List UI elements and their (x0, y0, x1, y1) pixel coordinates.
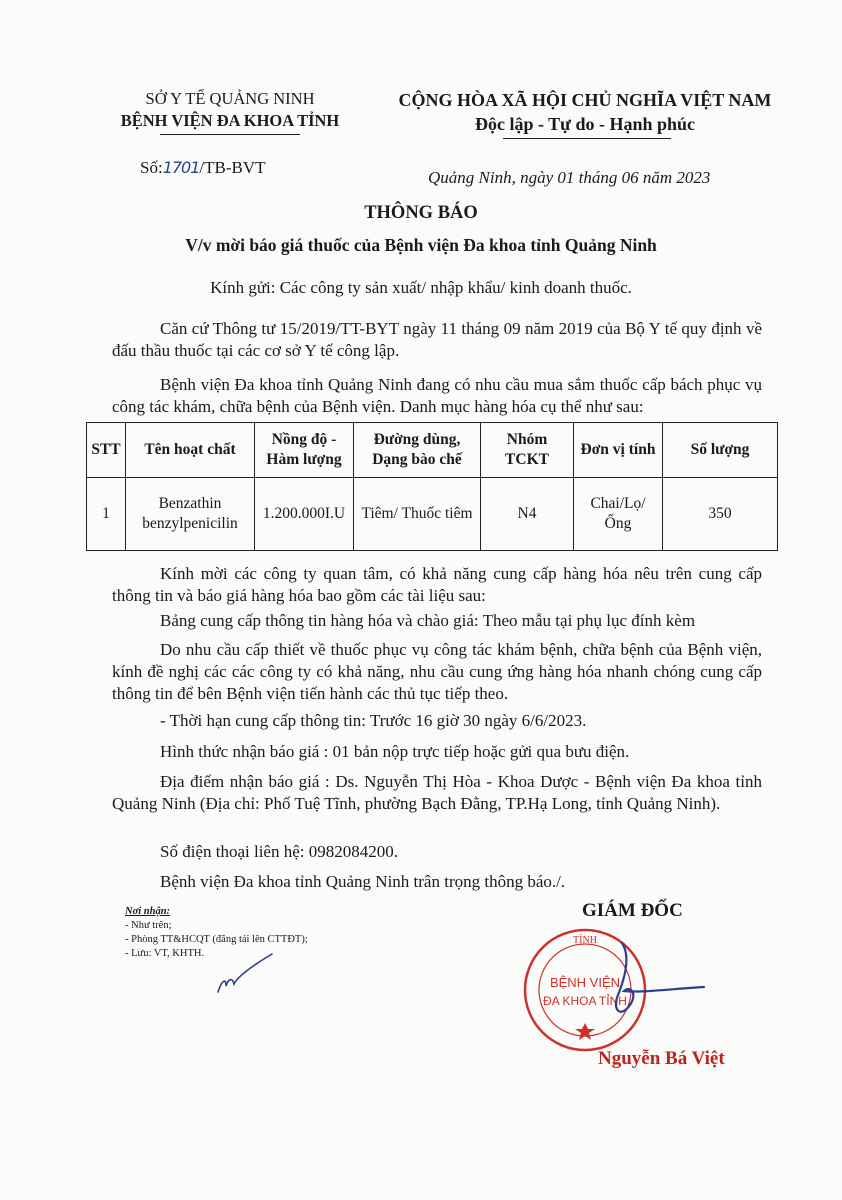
document-title: THÔNG BÁO (364, 203, 478, 223)
republic-name: CỘNG HÒA XÃ HỘI CHỦ NGHĨA VIỆT NAM (398, 90, 772, 110)
col-unit: Đơn vị tính (574, 423, 663, 478)
issuing-organization (75, 88, 385, 132)
paragraph-method: Hình thức nhận báo giá : 01 bản nộp trực tiếp hoặc gửi qua bưu điện. (160, 742, 630, 761)
table-header-row (87, 423, 778, 478)
paragraph-invitation: Kính mời các công ty quan tâm, có khả năng cung cấp hàng hóa nêu trên cung cấp thông tin và báo giá hàng hóa bao gồm các tài liệu sau: (112, 564, 762, 605)
paragraph-address: Địa điểm nhận báo giá : Ds. Nguyễn Thị Hòa - Khoa Dược - Bệnh viện Đa khoa tỉnh Quảng Ninh (Địa chỉ: Phố Tuệ Tĩnh, phường Bạch Đằng, TP.Hạ Long, tỉnh Quảng Ninh). (112, 772, 762, 813)
cell-quantity: 350 (663, 478, 778, 551)
director-title: GIÁM ĐỐC (582, 900, 683, 921)
doc-number-suffix: /TB-BVT (199, 158, 266, 177)
org-name: BỆNH VIỆN ĐA KHOA TỈNH (120, 111, 340, 130)
greeting: Kính gửi: Các công ty sản xuất/ nhập khẩu/ kinh doanh thuốc. (210, 278, 632, 297)
document-subtitle: V/v mời báo giá thuốc của Bệnh viện Đa khoa tỉnh Quảng Ninh (185, 235, 657, 255)
motto-underline (503, 138, 671, 139)
paragraph-demand: Bệnh viện Đa khoa tỉnh Quảng Ninh đang có nhu cầu mua sắm thuốc cấp bách phục vụ công tác khám, chữa bệnh của Bệnh viện. Danh mục hàng hóa cụ thể như sau: (112, 375, 762, 416)
org-underline (160, 134, 300, 135)
national-motto: Độc lập - Tự do - Hạnh phúc (474, 114, 696, 134)
recipients-heading: Nơi nhận: (125, 906, 171, 917)
cell-stt: 1 (87, 478, 126, 551)
col-strength: Nồng độ - Hàm lượng (255, 423, 354, 478)
table-row (87, 478, 778, 551)
director-signature (600, 935, 710, 1035)
goods-table (86, 422, 778, 551)
document-number (140, 158, 266, 178)
paragraph-urgency: Do nhu cầu cấp thiết về thuốc phục vụ công tác khám bệnh, chữa bệnh của Bệnh viện, kính đề nghị các các công ty có khả năng, nhu cầu cung ứng hàng hóa nhanh chóng cung cấp thông tin để bên Bệnh viện tiến hành các thủ tục tiếp theo. (112, 640, 762, 703)
stamp-line-2: ĐA KHOA TỈNH (543, 994, 627, 1008)
stamp-line-1: BỆNH VIỆN (549, 975, 621, 990)
paragraph-legal-basis: Căn cứ Thông tư 15/2019/TT-BYT ngày 11 tháng 09 năm 2019 của Bộ Y tế quy định về đấu thầu thuốc tại các cơ sở Y tế công lập. (112, 319, 762, 360)
cell-unit: Chai/Lọ/ Ống (574, 478, 663, 551)
paragraph-deadline: - Thời hạn cung cấp thông tin: Trước 16 giờ 30 ngày 6/6/2023. (160, 711, 587, 730)
stamp-top-text: TỈNH (573, 935, 597, 946)
paragraph-closing: Bệnh viện Đa khoa tỉnh Quảng Ninh trân trọng thông báo./. (160, 872, 566, 891)
col-name: Tên hoạt chất (126, 423, 255, 478)
col-quantity: Số lượng (663, 423, 778, 478)
col-group: Nhóm TCKT (481, 423, 574, 478)
recipient-item: - Như trên; (125, 920, 172, 931)
recipient-item: - Phòng TT&HCQT (đăng tải lên CTTĐT); (125, 934, 308, 945)
date-line: Quảng Ninh, ngày 01 tháng 06 năm 2023 (428, 168, 711, 187)
cell-strength: 1.200.000I.U (255, 478, 354, 551)
paragraph-form: Bảng cung cấp thông tin hàng hóa và chào giá: Theo mẫu tại phụ lục đính kèm (160, 611, 696, 630)
col-route: Đường dùng, Dạng bào chế (354, 423, 481, 478)
paragraph-phone: Số điện thoại liên hệ: 0982084200. (160, 842, 398, 861)
doc-number-handwritten: 1701 (162, 158, 200, 177)
col-stt: STT (87, 423, 126, 478)
national-header (375, 88, 795, 136)
signer-name: Nguyễn Bá Việt (598, 1048, 725, 1069)
recipient-item: - Lưu: VT, KHTH. (125, 948, 205, 959)
cell-name: Benzathin benzylpenicilin (126, 478, 255, 551)
cell-group: N4 (481, 478, 574, 551)
doc-number-prefix: Số: (140, 158, 163, 177)
org-parent: SỞ Y TẾ QUẢNG NINH (145, 89, 315, 108)
initial-signature (212, 950, 282, 998)
cell-route: Tiêm/ Thuốc tiêm (354, 478, 481, 551)
